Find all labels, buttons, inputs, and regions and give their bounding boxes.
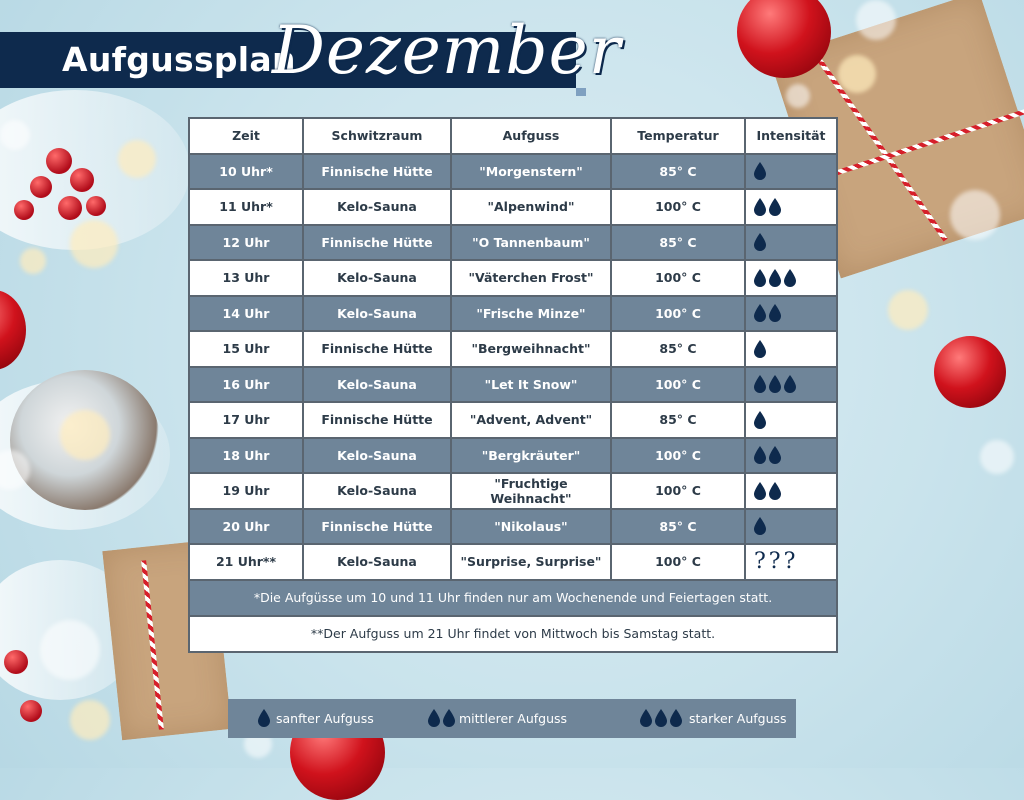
table-row: [189, 331, 837, 367]
cell-zeit: 19 Uhr: [189, 473, 303, 509]
cell-zeit: 10 Uhr*: [189, 154, 303, 190]
cell-aufguss: "Frische Minze": [451, 296, 611, 332]
cell-aufguss: "O Tannenbaum": [451, 225, 611, 261]
table-footnote-row: [189, 616, 837, 652]
cell-zeit: 15 Uhr: [189, 331, 303, 367]
cell-aufguss: "Bergkräuter": [451, 438, 611, 474]
cell-zeit: 13 Uhr: [189, 260, 303, 296]
water-drop-icon: [754, 162, 766, 180]
table-row: [189, 402, 837, 438]
table-row: [189, 225, 837, 261]
cell-aufguss: "Let It Snow": [451, 367, 611, 403]
intensity-legend: [228, 699, 796, 738]
cell-zeit: 14 Uhr: [189, 296, 303, 332]
cell-zeit: 20 Uhr: [189, 509, 303, 545]
cell-temperatur: 100° C: [611, 544, 745, 580]
legend-label: starker Aufguss: [689, 710, 787, 726]
cell-schwitzraum: Kelo-Sauna: [303, 296, 451, 332]
legend-item-stark: [640, 709, 787, 727]
water-drop-icon: [754, 304, 766, 322]
legend-drops: [640, 709, 685, 727]
table-row: [189, 438, 837, 474]
cell-zeit: 11 Uhr*: [189, 189, 303, 225]
page-title-month: Dezember: [272, 12, 622, 89]
cell-temperatur: 85° C: [611, 225, 745, 261]
water-drop-icon: [784, 269, 796, 287]
water-drop-icon: [769, 304, 781, 322]
cell-schwitzraum: Finnische Hütte: [303, 154, 451, 190]
water-drop-icon: [754, 446, 766, 464]
schedule-table: [188, 117, 838, 653]
water-drop-icon: [640, 709, 652, 727]
table-row: [189, 260, 837, 296]
footnote-midweek: **Der Aufguss um 21 Uhr findet von Mittwoch bis Samstag statt.: [189, 616, 837, 652]
water-drop-icon: [428, 709, 440, 727]
cell-aufguss: "Advent, Advent": [451, 402, 611, 438]
cell-intensitaet: [745, 438, 837, 474]
column-header-aufguss: Aufguss: [451, 118, 611, 154]
table-row: [189, 509, 837, 545]
cell-intensitaet: [745, 509, 837, 545]
cell-temperatur: 85° C: [611, 331, 745, 367]
legend-label: sanfter Aufguss: [276, 710, 374, 726]
water-drop-icon: [769, 482, 781, 500]
table-row: [189, 473, 837, 509]
cell-aufguss: "Bergweihnacht": [451, 331, 611, 367]
cell-schwitzraum: Kelo-Sauna: [303, 544, 451, 580]
cell-intensitaet: [745, 260, 837, 296]
water-drop-icon: [754, 340, 766, 358]
cell-schwitzraum: Kelo-Sauna: [303, 189, 451, 225]
cell-temperatur: 100° C: [611, 367, 745, 403]
water-drop-icon: [443, 709, 455, 727]
cell-zeit: 12 Uhr: [189, 225, 303, 261]
cell-aufguss: "Väterchen Frost": [451, 260, 611, 296]
cell-schwitzraum: Kelo-Sauna: [303, 367, 451, 403]
cell-intensitaet: [745, 154, 837, 190]
column-header-zeit: Zeit: [189, 118, 303, 154]
cell-schwitzraum: Finnische Hütte: [303, 402, 451, 438]
cell-aufguss: "Fruchtige Weihnacht": [451, 473, 611, 509]
water-drop-icon: [258, 709, 270, 727]
cell-aufguss: "Morgenstern": [451, 154, 611, 190]
title-banner-accent: [576, 88, 586, 96]
water-drop-icon: [754, 233, 766, 251]
cell-schwitzraum: Kelo-Sauna: [303, 473, 451, 509]
water-drop-icon: [784, 375, 796, 393]
legend-drops: [428, 709, 458, 727]
legend-item-mittel: [428, 709, 567, 727]
cell-intensitaet: [745, 367, 837, 403]
table-row: [189, 544, 837, 580]
cell-temperatur: 100° C: [611, 296, 745, 332]
cell-schwitzraum: Finnische Hütte: [303, 509, 451, 545]
table-row: [189, 189, 837, 225]
water-drop-icon: [769, 269, 781, 287]
cell-temperatur: 85° C: [611, 402, 745, 438]
water-drop-icon: [769, 446, 781, 464]
cell-temperatur: 100° C: [611, 189, 745, 225]
water-drop-icon: [754, 411, 766, 429]
cell-aufguss: "Nikolaus": [451, 509, 611, 545]
water-drop-icon: [769, 375, 781, 393]
cell-schwitzraum: Finnische Hütte: [303, 331, 451, 367]
table-header-row: [189, 118, 837, 154]
cell-schwitzraum: Kelo-Sauna: [303, 260, 451, 296]
water-drop-icon: [754, 517, 766, 535]
intensity-unknown-text: ???: [754, 549, 799, 575]
cell-temperatur: 85° C: [611, 509, 745, 545]
cell-schwitzraum: Finnische Hütte: [303, 225, 451, 261]
cell-intensitaet: [745, 296, 837, 332]
table-row: [189, 296, 837, 332]
table-row: [189, 367, 837, 403]
cell-zeit: 17 Uhr: [189, 402, 303, 438]
column-header-schwitzraum: Schwitzraum: [303, 118, 451, 154]
column-header-temperatur: Temperatur: [611, 118, 745, 154]
cell-zeit: 21 Uhr**: [189, 544, 303, 580]
cell-zeit: 16 Uhr: [189, 367, 303, 403]
cell-intensitaet: [745, 402, 837, 438]
cell-schwitzraum: Kelo-Sauna: [303, 438, 451, 474]
cell-intensitaet: [745, 544, 837, 580]
cell-zeit: 18 Uhr: [189, 438, 303, 474]
cell-intensitaet: [745, 331, 837, 367]
legend-item-sanft: [258, 709, 374, 727]
cell-aufguss: "Surprise, Surprise": [451, 544, 611, 580]
water-drop-icon: [754, 198, 766, 216]
table-row: [189, 154, 837, 190]
cell-intensitaet: [745, 189, 837, 225]
water-drop-icon: [655, 709, 667, 727]
water-drop-icon: [670, 709, 682, 727]
table-footnote-row: [189, 580, 837, 616]
water-drop-icon: [754, 375, 766, 393]
cell-aufguss: "Alpenwind": [451, 189, 611, 225]
cell-temperatur: 100° C: [611, 473, 745, 509]
cell-intensitaet: [745, 225, 837, 261]
water-drop-icon: [754, 482, 766, 500]
water-drop-icon: [769, 198, 781, 216]
cell-temperatur: 85° C: [611, 154, 745, 190]
legend-label: mittlerer Aufguss: [459, 710, 568, 726]
page-title: Aufgussplan: [62, 40, 296, 79]
cell-temperatur: 100° C: [611, 438, 745, 474]
column-header-intensitaet: Intensität: [745, 118, 837, 154]
cell-temperatur: 100° C: [611, 260, 745, 296]
legend-drops: [258, 709, 273, 727]
water-drop-icon: [754, 269, 766, 287]
footnote-weekend: *Die Aufgüsse um 10 und 11 Uhr finden nur am Wochenende und Feiertagen statt.: [189, 580, 837, 616]
cell-intensitaet: [745, 473, 837, 509]
